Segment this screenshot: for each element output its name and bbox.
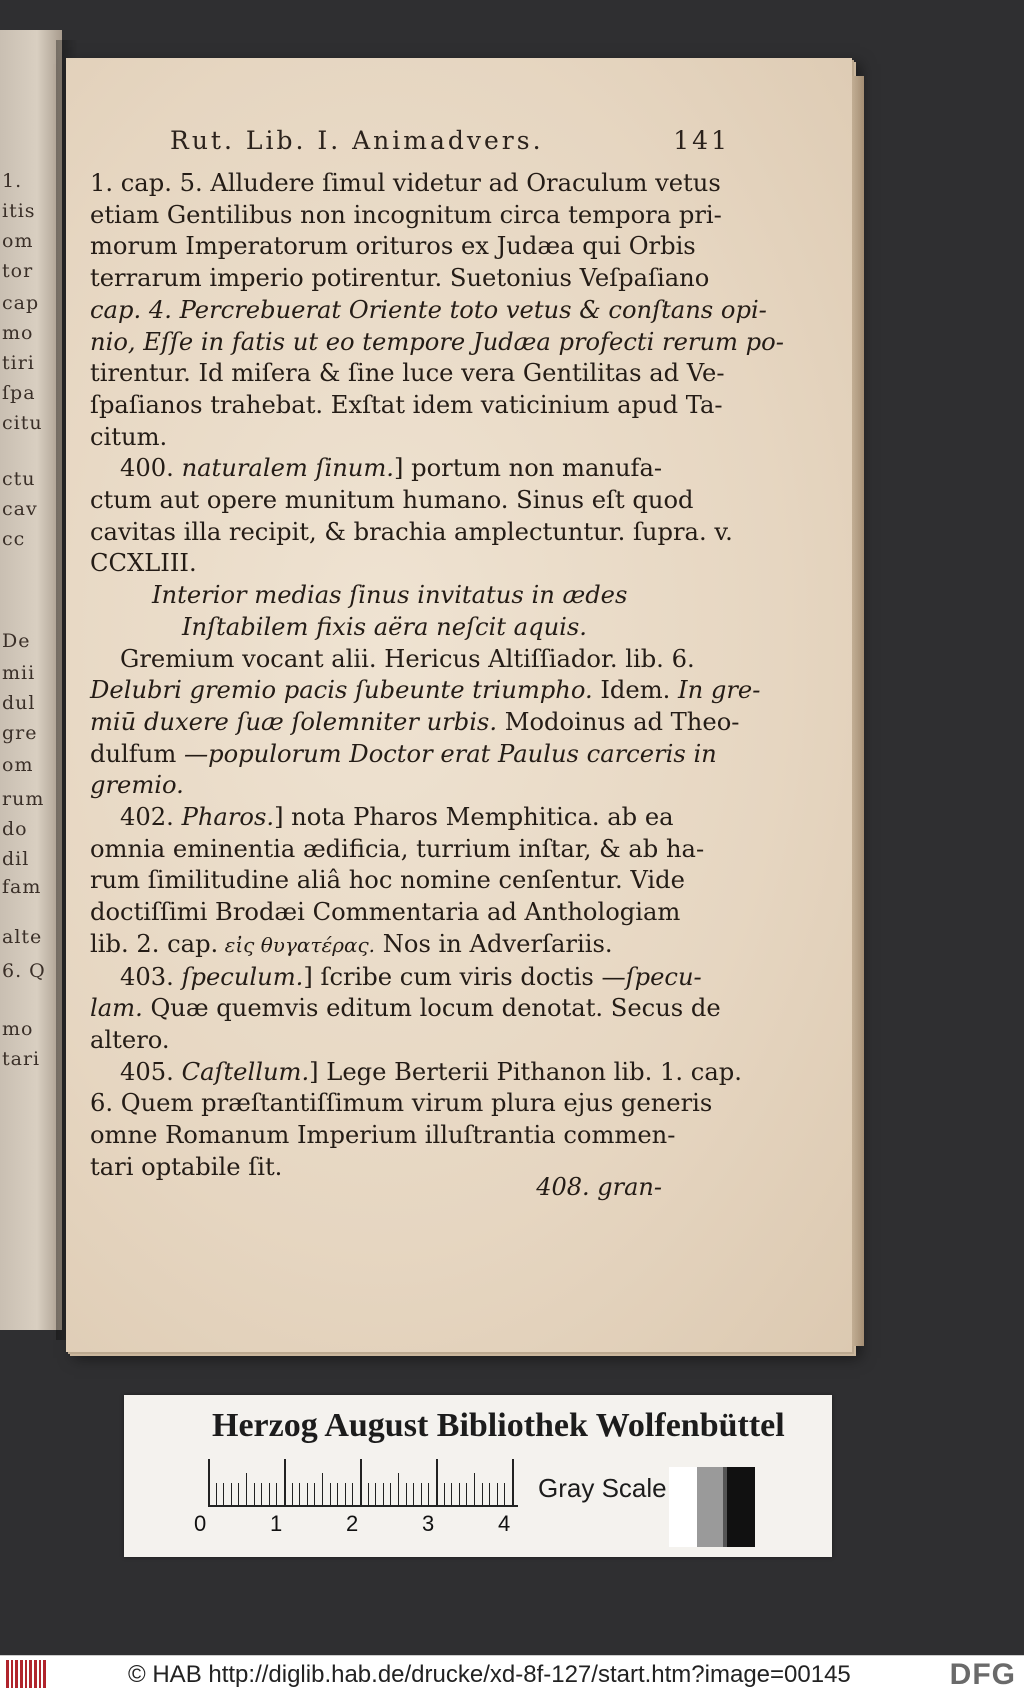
- text-line: nio, Eſſe in fatis ut eo tempore Judæa profecti rerum po-: [90, 327, 784, 356]
- scale-number: 4: [498, 1511, 511, 1536]
- neighbour-page-fragment: 6. Q: [2, 960, 46, 982]
- neighbour-page-fragment: dil: [2, 848, 30, 870]
- ruler-tick: [299, 1483, 300, 1505]
- note-text: ] ſcribe cum viris doctis —: [303, 962, 626, 991]
- note-400: [90, 453, 663, 485]
- library-scale-card: [124, 1395, 832, 1557]
- greek-text: εἰς θυγατέρας.: [218, 932, 376, 957]
- note-number: 405.: [120, 1057, 174, 1086]
- ruler-tick: [444, 1483, 445, 1505]
- neighbour-page-fragment: 1.: [2, 170, 23, 192]
- ruler-tick: [269, 1483, 270, 1505]
- neighbour-page-fragment: citu: [2, 412, 43, 434]
- text-line: doctiſſimi Brodæi Commentaria ad Anthologiam: [90, 898, 681, 927]
- hab-logo: [6, 1660, 46, 1688]
- note-lemma: Caſtellum.: [181, 1057, 310, 1086]
- note-lemma: naturalem ſinum.: [181, 454, 394, 483]
- scale-number: 1: [270, 1511, 283, 1536]
- ruler-tick: [489, 1483, 490, 1505]
- neighbour-page-fragment: tor: [2, 260, 34, 282]
- ruler-tick: [314, 1483, 315, 1505]
- neighbour-page-fragment: om: [2, 754, 34, 776]
- text-line: omne Romanum Imperium illuſtrantia commen-: [90, 1121, 676, 1150]
- ruler-tick: [238, 1483, 239, 1505]
- text-line: etiam Gentilibus non incognitum circa tempora pri-: [90, 200, 722, 229]
- scale-number: 0: [194, 1511, 207, 1536]
- ruler-tick: [459, 1483, 460, 1505]
- text-span: dulfum: [90, 739, 177, 768]
- gray-swatch: [727, 1467, 755, 1547]
- ruler-tick: [292, 1483, 293, 1505]
- running-title: Rut. Lib. I. Animadvers.: [170, 126, 544, 155]
- ruler-tick: [231, 1483, 232, 1505]
- note-text: ] Lege Berterii Pithanon lib. 1. cap.: [309, 1057, 742, 1086]
- page-number: 141: [673, 126, 730, 155]
- text-span: lib. 2. cap.: [90, 929, 219, 958]
- scale-number: 3: [422, 1511, 435, 1536]
- text-line: 1. cap. 5. Alludere ſimul videtur ad Oraculum vetus: [90, 169, 721, 197]
- neighbour-page-fragment: tiri: [2, 352, 35, 374]
- neighbour-page-fragment: cc: [2, 528, 26, 550]
- ruler-tick: [383, 1483, 384, 1505]
- ruler-tick: [421, 1483, 422, 1505]
- ruler-tick: [406, 1483, 407, 1505]
- note-number: 402.: [120, 803, 174, 832]
- ruler-tick: [436, 1459, 438, 1505]
- ruler-tick: [504, 1483, 505, 1505]
- note-number: 403.: [120, 962, 174, 991]
- ruler-tick: [261, 1483, 262, 1505]
- text-line: Gremium vocant alii. Hericus Altiſſiador. lib. 6.: [120, 644, 695, 673]
- verse-line: Inſtabilem fixis aëra neſcit aquis.: [182, 612, 587, 641]
- footer-bar: [0, 1655, 1024, 1692]
- text-line: [90, 993, 721, 1025]
- ruler-tick: [307, 1483, 308, 1505]
- dfg-logo: DFG: [949, 1658, 1016, 1691]
- gray-scale-label: Gray Scale: [538, 1473, 667, 1503]
- text-span: Quæ quemvis editum locum denotat. Secus de: [142, 994, 721, 1023]
- neighbour-page-fragment: alte: [2, 926, 43, 948]
- neighbour-page-fragment: mii: [2, 662, 36, 684]
- text-line: cavitas illa recipit, & brachia amplectuntur. ſupra. v.: [90, 517, 733, 546]
- ruler-tick: [352, 1483, 353, 1505]
- page-text: [90, 168, 784, 1184]
- ruler-tick: [337, 1483, 338, 1505]
- text-line: terrarum imperio potirentur. Suetonius Veſpaſiano: [90, 264, 710, 293]
- quote: lam.: [90, 994, 143, 1023]
- ruler-tick: [451, 1483, 452, 1505]
- ruler-tick: [360, 1459, 362, 1505]
- text-line: 6. Quem præſtantiſſimum virum plura ejus generis: [90, 1089, 713, 1118]
- ruler-tick: [474, 1473, 475, 1505]
- scale-numbers: [194, 1511, 534, 1541]
- text-line: tari optabile ſit.: [90, 1152, 283, 1181]
- ruler-tick: [466, 1483, 467, 1505]
- note-lemma: ſpeculum.: [181, 962, 304, 991]
- neighbour-page-fragment: ſpa: [2, 382, 36, 404]
- neighbour-page-fragment: mo: [2, 322, 34, 344]
- text-line: omnia eminentia ædificia, turrium inſtar, & ab ha-: [90, 834, 705, 863]
- neighbour-page-fragment: gre: [2, 722, 38, 744]
- text-span: Modoinus ad Theo-: [497, 707, 740, 736]
- ruler-tick: [390, 1483, 391, 1505]
- text-line: [90, 739, 717, 771]
- ruler-tick: [216, 1483, 217, 1505]
- page-header: [170, 126, 730, 155]
- ruler-tick: [345, 1483, 346, 1505]
- neighbour-page-fragment: cap: [2, 292, 40, 314]
- text-line: [90, 675, 761, 707]
- neighbour-page-fragment: cav: [2, 498, 38, 520]
- ruler-tick: [284, 1459, 286, 1505]
- note-text: ] portum non manufa-: [393, 454, 663, 483]
- ruler-tick: [413, 1483, 414, 1505]
- note-402: [90, 802, 674, 834]
- ruler-tick: [375, 1483, 376, 1505]
- gray-swatch: [697, 1467, 723, 1547]
- neighbour-page-fragment: fam: [2, 876, 42, 898]
- ruler-tick: [223, 1483, 224, 1505]
- neighbour-page-fragment: mo: [2, 1018, 34, 1040]
- quote: —populorum Doctor erat Paulus carceris in: [176, 739, 717, 768]
- text-span: Idem.: [592, 676, 671, 705]
- text-line: rum ſimilitudine aliâ hoc nomine cenſentur. Vide: [90, 866, 685, 895]
- neighbour-page-fragment: itis: [2, 200, 36, 222]
- gray-scale-swatches: [669, 1467, 755, 1547]
- neighbour-page-fragment: om: [2, 230, 34, 252]
- page-fore-edge: [852, 76, 864, 1346]
- ruler-tick: [254, 1483, 255, 1505]
- verse-line: Interior medias ſinus invitatus in ædes: [152, 581, 628, 610]
- neighbour-page-fragment: ctu: [2, 468, 36, 490]
- note-lemma: Pharos.: [181, 803, 275, 832]
- text-line: ſpaſianos trahebat. Exſtat idem vaticinium apud Ta-: [90, 390, 723, 419]
- ruler-tick: [276, 1483, 277, 1505]
- ruler-tick: [368, 1483, 369, 1505]
- neighbour-page-fragment: tari: [2, 1048, 41, 1070]
- quote: Delubri gremio pacis ſubeunte triumpho.: [90, 676, 593, 705]
- neighbour-page-fragment: do: [2, 818, 28, 840]
- note-number: 400.: [120, 454, 174, 483]
- gray-swatch: [669, 1467, 697, 1547]
- catchword: 408. gran-: [536, 1173, 662, 1201]
- note-403: [90, 962, 702, 994]
- text-span: Nos in Adverſariis.: [375, 929, 613, 958]
- neighbour-page-fragment: rum: [2, 788, 45, 810]
- book-page: [66, 58, 852, 1352]
- ruler-tick: [482, 1483, 483, 1505]
- left-page-edge: [0, 30, 62, 1330]
- scale-ruler: [208, 1459, 518, 1509]
- note-405: [90, 1057, 742, 1089]
- text-line: citum.: [90, 422, 168, 451]
- ruler-tick: [322, 1473, 323, 1505]
- scale-number: 2: [346, 1511, 359, 1536]
- source-url[interactable]: © HAB http://diglib.hab.de/drucke/xd-8f-127/start.htm?image=00145: [128, 1661, 851, 1688]
- quote: In gre-: [670, 676, 761, 705]
- neighbour-page-fragment: De: [2, 630, 31, 652]
- text-line: [90, 929, 660, 962]
- library-name: Herzog August Bibliothek Wolfenbüttel: [212, 1407, 785, 1444]
- text-line: cap. 4. Percrebuerat Oriente toto vetus & conſtans opi-: [90, 295, 767, 324]
- ruler-tick: [428, 1483, 429, 1505]
- ruler-tick: [497, 1483, 498, 1505]
- neighbour-page-fragment: dul: [2, 692, 36, 714]
- note-text: ] nota Pharos Memphitica. ab ea: [274, 803, 674, 832]
- ruler-tick: [398, 1473, 399, 1505]
- text-line: altero.: [90, 1025, 170, 1054]
- text-line: ctum aut opere munitum humano. Sinus eſt quod: [90, 486, 694, 515]
- ruler-tick: [512, 1459, 514, 1505]
- text-line: [90, 707, 740, 739]
- text-line: CCXLIII.: [90, 549, 197, 578]
- ruler-tick: [208, 1459, 210, 1505]
- ruler-tick: [246, 1473, 247, 1505]
- text-line: tirentur. Id miſera & ſine luce vera Gentilitas ad Ve-: [90, 359, 725, 388]
- ruler-tick: [330, 1483, 331, 1505]
- quote: ſpecu-: [625, 962, 702, 991]
- quote: miū duxere ſuæ ſolemniter urbis.: [90, 707, 498, 736]
- text-line: gremio.: [90, 771, 184, 800]
- text-line: morum Imperatorum orituros ex Judæa qui Orbis: [90, 232, 696, 261]
